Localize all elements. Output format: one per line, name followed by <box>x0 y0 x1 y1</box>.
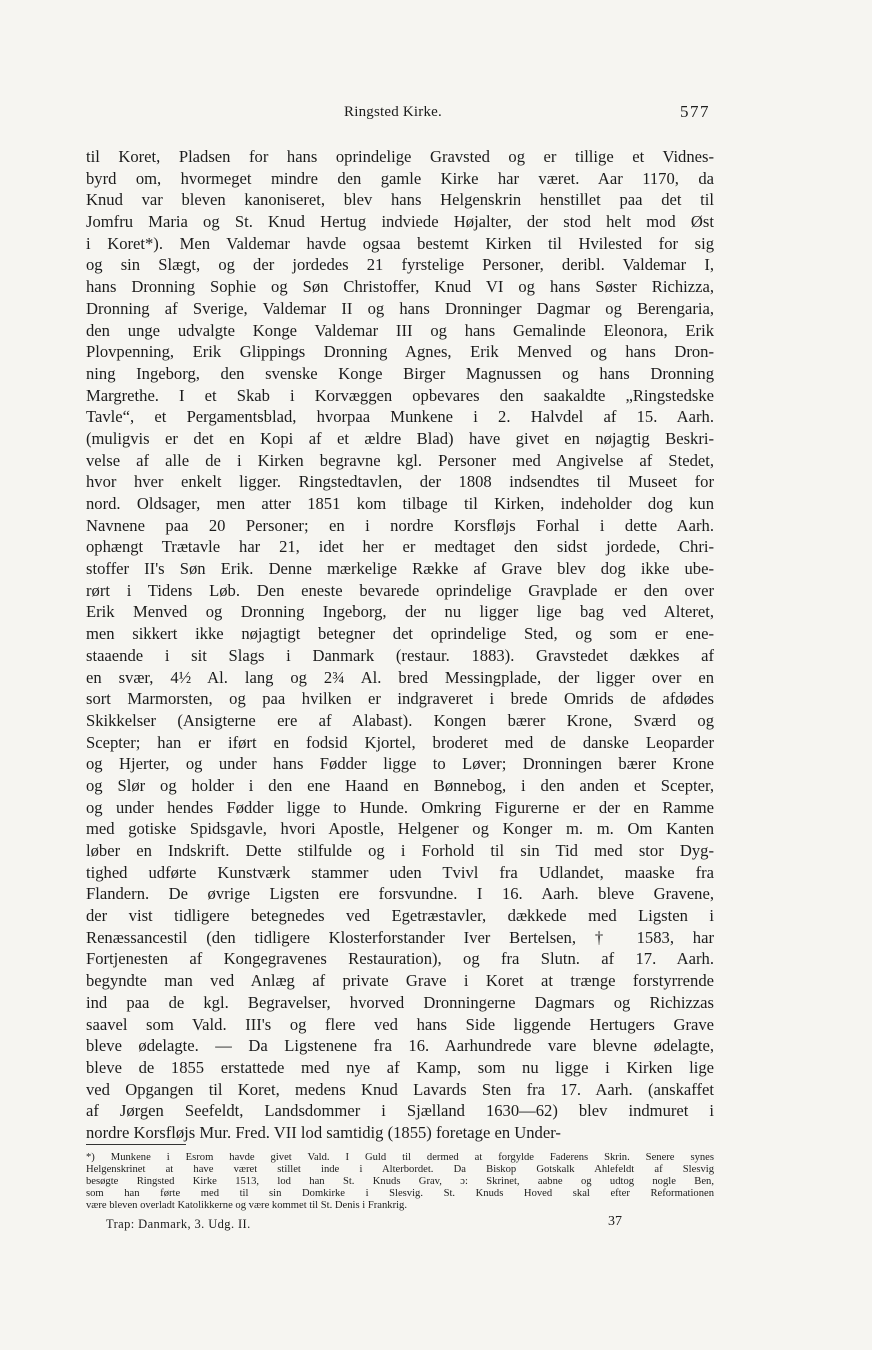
text-line: ophængt Trætavle har 21, idet her er medtaget den sidst jordede, Chri- <box>86 537 714 557</box>
text-line: Skikkelser (Ansigterne ere af Alabast). Kongen bærer Krone, Sværd og <box>86 710 714 730</box>
page-number: 577 <box>680 102 710 121</box>
text-line: Tavle“, et Pergamentsblad, hvorpaa Munkene i 2. Halvdel af 15. Aarh. <box>86 407 714 427</box>
text-line: med gotiske Spidsgavle, hvori Apostle, Helgener og Konger m. m. Om Kanten <box>86 819 714 839</box>
footnote-line: besøgte Ringsted Kirke 1513, lod han St. Knuds Grav, ɔ: Skrinet, aabne og udtog nogle Ben, <box>86 1176 714 1187</box>
text-line: Plovpenning, Erik Glippings Dronning Agnes, Erik Menved og hans Dron- <box>86 342 714 362</box>
footnote-line: som han førte med til sin Domkirke i Slesvig. St. Knuds Hoved skal efter Reformationen <box>86 1188 714 1199</box>
text-line: Dronning af Sverige, Valdemar II og hans Dronninger Dagmar og Berengaria, <box>86 298 714 318</box>
running-title: Ringsted Kirke. <box>344 104 442 120</box>
text-line: Renæssancestil (den tidligere Klosterforstander Iver Bertelsen, † 1583, har <box>86 927 714 947</box>
text-line: løber en Indskrift. Dette stilfulde og i Forhold til sin Tid med stor Dyg- <box>86 841 714 860</box>
footnote-line: Helgenskrinet at have været stillet inde i Alterbordet. Da Biskop Gotskalk Ahlefeldt af Slesvig <box>86 1164 714 1175</box>
text-line: velse af alle de i Kirken begravne kgl. Personer med Angivelse af Stedet, <box>86 450 714 470</box>
text-line: af Jørgen Seefeldt, Landsdommer i Sjælland 1630—62) blev indmuret i <box>86 1101 714 1121</box>
signature-mark: 37 <box>608 1214 622 1229</box>
text-line: stoffer II's Søn Erik. Denne mærkelige Række af Grave blev dog ikke ube- <box>86 559 714 579</box>
text-line: staaende i sit Slags i Danmark (restaur. 1883). Gravstedet dækkes af <box>86 645 714 665</box>
page-footer <box>106 1214 646 1237</box>
text-line: Margrethe. I et Skab i Korvæggen opbevares den saakaldte „Ringstedske <box>86 385 714 405</box>
text-line: Knud var bleven kanoniseret, blev hans Helgenskrin henstillet paa det til <box>86 190 714 210</box>
imprint: Trap: Danmark, 3. Udg. II. <box>106 1217 251 1231</box>
text-line: men sikkert ikke nøjagtigt betegner det oprindelige Sted, og som er ene- <box>86 624 714 644</box>
text-line: ind paa de kgl. Begravelser, hvorved Dronningerne Dagmars og Richizzas <box>86 992 714 1012</box>
text-line: (muligvis er det en Kopi af et ældre Blad) have givet en nøjagtig Beskri- <box>86 428 714 448</box>
footnote <box>86 1152 714 1212</box>
text-line: og sin Slægt, og der jordedes 21 fyrstelige Personer, deribl. Valdemar I, <box>86 255 714 275</box>
text-line: og under hendes Fødder ligge to Hunde. Omkring Figurerne er der en Ramme <box>86 797 714 817</box>
text-line: begyndte man ved Anlæg af private Grave i Koret at trænge forstyrrende <box>86 971 714 991</box>
text-line: Erik Menved og Dronning Ingeborg, der nu ligger lige bag ved Alteret, <box>86 602 714 622</box>
text-line: til Koret, Pladsen for hans oprindelige Gravsted og er tillige et Vidnes- <box>86 147 714 166</box>
text-line: Scepter; han er iført en fodsid Kjortel, broderet med de danske Leoparder <box>86 732 714 752</box>
text-line: bleve de 1855 erstattede med nye af Kamp, som nu ligge i Kirken lige <box>86 1057 714 1077</box>
text-line: hans Dronning Sophie og Søn Christoffer, Knud VI og hans Søster Richizza, <box>86 277 714 297</box>
text-line: rørt i Tidens Løb. Den eneste bevarede oprindelige Gravplade er den over <box>86 580 714 600</box>
body-text <box>86 146 714 1144</box>
text-line: bleve ødelagte. — Da Ligstenene fra 16. Aarhundrede vare blevne ødelagte, <box>86 1036 714 1056</box>
text-line: i Koret*). Men Valdemar havde ogsaa bestemt Kirken til Hvilested for sig <box>86 233 714 253</box>
text-line: og Slør og holder i den ene Haand en Bønnebog, i den anden et Scepter, <box>86 775 714 795</box>
text-line: og Hjerter, og under hans Fødder ligge to Løver; Dronningen bærer Krone <box>86 754 714 774</box>
footnote-line: være bleven overladt Katolikkerne og være kommet til St. Denis i Frankrig. <box>86 1200 407 1211</box>
text-line: den unge udvalgte Konge Valdemar III og hans Gemalinde Eleonora, Erik <box>86 320 714 340</box>
text-line: ved Opgangen til Koret, medens Knud Lavards Sten fra 17. Aarh. (anskaffet <box>86 1079 714 1099</box>
text-line: hvor hver enkelt ligger. Ringstedtavlen, der 1808 indsendtes til Museet for <box>86 472 714 492</box>
text-line: ning Ingeborg, den svenske Konge Birger Magnussen og hans Dronning <box>86 363 714 383</box>
footnote-rule <box>86 1144 186 1145</box>
text-line: Jomfru Maria og St. Knud Hertug indviede Højalter, der stod helt mod Øst <box>86 212 714 232</box>
page-header <box>86 100 714 126</box>
text-line: sort Marmorsten, og paa hvilken er indgraveret i brede Omrids de afdødes <box>86 689 714 709</box>
text-line: en svær, 4½ Al. lang og 2¾ Al. bred Messingplade, der ligger over en <box>86 667 714 687</box>
text-line: der vist tidligere betegnedes ved Egetræstavler, dækkede med Ligsten i <box>86 906 714 926</box>
text-line: nordre Korsfløjs Mur. Fred. VII lod samtidig (1855) foretage en Under- <box>86 1122 561 1142</box>
text-line: saavel som Vald. III's og flere ved hans Side liggende Hertugers Grave <box>86 1014 714 1034</box>
text-line: tighed udførte Kunstværk stammer uden Tvivl fra Udlandet, maaske fra <box>86 862 714 882</box>
text-line: Flandern. De øvrige Ligsten ere forsvundne. I 16. Aarh. bleve Gravene, <box>86 884 714 904</box>
text-line: Navnene paa 20 Personer; en i nordre Korsfløjs Forhal i dette Aarh. <box>86 515 714 535</box>
text-line: Fortjenesten af Kongegravenes Restauration), og fra Slutn. af 17. Aarh. <box>86 949 714 969</box>
footnote-line: *) Munkene i Esrom havde givet Vald. I Guld til dermed at forgylde Faderens Skrin. Senere synes <box>86 1152 714 1163</box>
text-line: byrd om, hvormeget mindre den gamle Kirke har været. Aar 1170, da <box>86 168 714 188</box>
text-line: nord. Oldsager, men atter 1851 kom tilbage til Kirken, indeholder dog kun <box>86 494 714 513</box>
